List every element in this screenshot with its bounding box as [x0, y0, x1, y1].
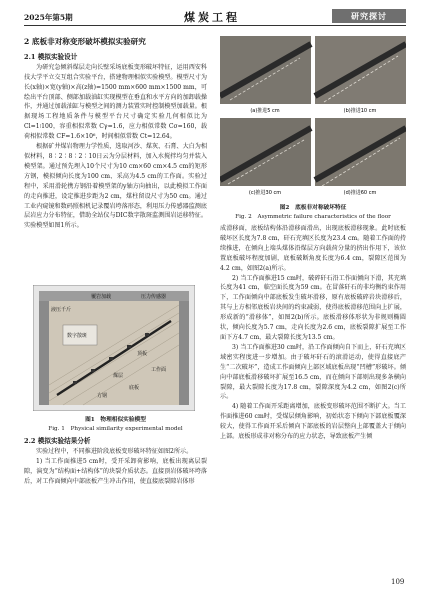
label-loading: 覆岩加载: [91, 294, 112, 300]
paragraph-model-design: 为研究急倾斜煤层走向长壁采场底板变形破坏特征，运用西安科技大学平立交互组合实验平台，搭建物理相似实验模型。模型尺寸为长(x轴)×宽(y轴)×高(z轴)=1500 mm×600 mm×1500 mm，可绘出平台顶部、侧部加载油缸实现模型在垂直和水平方向的加卸载操作，并通过加载油缸与模型之间的测力装置实时控制模型加载量。根据现场工程地质条件与模型平台尺寸确定实验几何相似比为 Cl=1∶100，容重相似常数 Cγ=1.6，应力相似常数 Cσ=160，载荷相似常数 CF=1.6×10⁶，时间相似常数 Ct=12.64。: [24, 63, 207, 141]
sub-caption-d: (d)推进60 cm: [343, 190, 377, 196]
paragraph-result-1: 1) 当工作面推进5 cm时，受开采卸荷影响，底板出现离层裂隙，演变为“结构面+结构体”的块裂介质状态。直接顶岩体破坏垮落后，对工作面倾向中部底板产生冲击作用，使直接底裂隙岩体形: [24, 457, 207, 485]
sub-caption-c: (c)推进30 cm: [248, 190, 282, 196]
figure-2-caption-cn: 图2 底板非对称破坏特征: [279, 205, 347, 211]
figure-1-caption-cn: 图1 物理相似实验模型: [85, 417, 146, 423]
subsection-2-1-title: 2.1 模拟实验设计: [24, 52, 78, 61]
left-column-bottom: [24, 437, 207, 487]
paragraph-results-intro: 实验过程中，不同推进阶段底板变形破坏特征如图2所示。: [36, 447, 193, 455]
photo-a: [220, 36, 311, 104]
right-frame-post: [179, 301, 189, 405]
label-workface: 工作面: [151, 367, 167, 373]
figure-1-caption-en: Fig. 1 Physical similarity experimental model: [48, 426, 183, 432]
section-title: 2 底板非对称变形破坏模拟实验研究: [24, 37, 146, 46]
subsection-2-2-title: 2.2 模拟实验结果分析: [24, 437, 91, 445]
photo-d: [315, 118, 406, 186]
paragraph-materials: 根据矿井煤岩物理力学性质，选取河沙、煤灰、石膏、大白为相似材料，8∶2∶8∶2∶10日云为分层材料，加入水搅拌均匀并装入模型架。通过预先埋入10个尺寸为10 cm×60 cm×4.5 cm的矩形方钢，模拟倾向长度为100 cm、采高为4.5 cm的工作面。实验过程中，采用滑轮携方钢沿着模型架的y轴方向抽出，以此模拟工作面的走向推进，设定推进步距为2 cm，煤柱留设尺寸为50 cm。通过工业内窥镜和数码照相机记录覆岩垮落形态，利用压力传感器监测底层岩应力分布特征，借助全站仪与DIC数字散斑监测围岩运移特征。实验模型如图1所示。: [24, 143, 207, 230]
paragraph-result-4: 4) 随着工作面开采距离增加，底板变形破坏范围不断扩大。当工作面推进60 cm时，受煤层倾角影响，初始状态下倾向下部底板覆深较大，使得工作面开采后倾向下部底板的岩层整向上部覆盖大于倾向上部。底板形成非对称分布的应力状态，导致底板产生倾: [220, 403, 406, 441]
label-speckle: 数字散斑: [67, 333, 88, 339]
figure-2-caption-en: Fig. 2 Asymmetric failure characteristics of the floor: [235, 214, 391, 220]
figure-1-model-diagram: [33, 285, 195, 411]
figure-2-failure-photos: [220, 36, 406, 211]
column-badge: 研究探讨: [332, 9, 406, 23]
figure-2-caption: [220, 202, 406, 220]
page-number: 109: [391, 578, 405, 586]
label-coal: 煤层: [113, 373, 124, 379]
right-column: [220, 224, 406, 442]
label-floor: 底板: [129, 385, 140, 391]
label-roof: 顶板: [137, 351, 148, 357]
label-pressure: 压力传感器: [141, 294, 167, 300]
paragraph-result-3: 3) 当工作面推进30 cm时，沿工作面倾向自下而上，矸石充填区域密实程度进一步增加。由于破坏矸石的滚滑运动，使得直接底产生“二次破坏”，造成工作面倾向上部区域底板出现“凹槽”形破坏。倾向中部底板滑移破坏扩展至16.5 cm，而在倾向下部则出现多条横向裂隙，最大裂隙长度为17.8 cm，裂隙深度为4.2 cm，如图2(c)所示。: [220, 343, 406, 401]
photo-b: [315, 36, 406, 104]
journal-title: 煤炭工程: [184, 11, 240, 24]
figure-1-caption: [24, 414, 207, 432]
paragraph-result-1-cont: 成滑移面，底板结构体沿滑移面滑出，出现底板滑移现象。此时底板破坏区长度为7.8 cm，矸石充填区长度为23.4 cm。随着工作面的持续推进，在倾向上端头煤体沿煤层方向载荷分量的挤出作用下，该位置底板破坏程度加剧，底板破断角度长度为6.4 cm，裂隙区范围为4.2 cm，如图2(a)所示。: [220, 225, 406, 272]
sub-caption-b: (b)推进10 cm: [343, 108, 377, 114]
paragraph-result-2: 2) 当工作面推进15 cm时，破碎矸石沿工作面倾向下滑，其充填长度为41 cm，临空面长度为59 cm。在冒落矸石的非均衡约束作用下，工作面倾向中部底板发生破坏滑移，原有底板破碎岩块滑移后，其与上方相邻底板岩块间的约束减弱，使得底板滑移范围向上扩展，形成新的“滑移体”，如图2(b)所示。底板滑移体形状为非规则椭圆状，倾向长度为5.7 cm，走向长度为2.6 cm，底板裂隙扩展至工作面下方4.7 cm，最大裂隙长度为13.5 cm。: [220, 274, 406, 341]
label-hydraulic: 液压千斤: [51, 307, 72, 313]
header-rule: [24, 25, 406, 26]
top-loading-beam: [39, 291, 189, 301]
sub-caption-a: (a)推进5 cm: [250, 108, 280, 114]
left-frame-post: [39, 301, 49, 405]
issue-label: 2025年第5期: [24, 13, 73, 22]
label-steel: 方钢: [97, 393, 108, 399]
left-column-top: [24, 37, 207, 231]
photo-c: [220, 118, 311, 186]
